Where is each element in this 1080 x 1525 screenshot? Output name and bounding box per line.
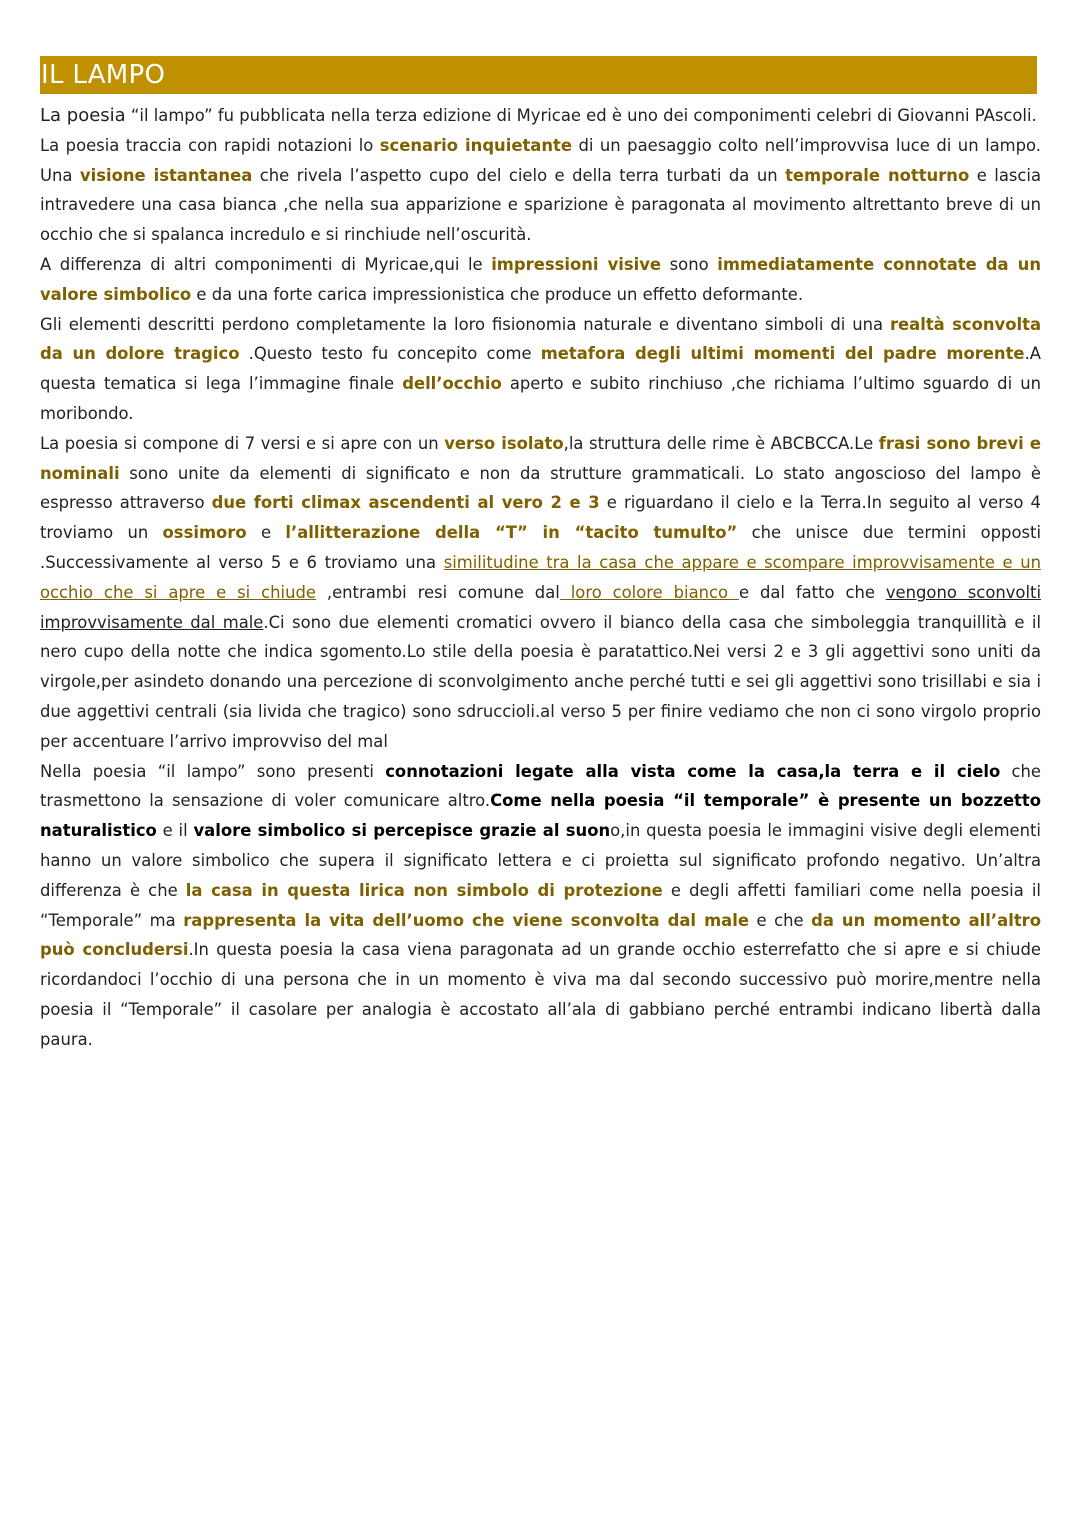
text-run: Nella poesia “il lampo” sono presenti bbox=[40, 761, 386, 781]
text-run: .A questa tematica si lega l’immagine finale bbox=[40, 344, 1041, 394]
text-run: o,in questa poesia le immagini visive degli elementi hanno un valore simbolico che supera il significato lettera e ci proietta sul significato profondo negativo. Un’altra differenza è che bbox=[40, 821, 1041, 900]
text-run-hl: l’allitterazione della “T” in “tacito tumulto” bbox=[285, 523, 738, 543]
text-run: .In questa poesia la casa viena paragonata ad un grande occhio esterrefatto che si apre e si chiude ricordandoci l’occhio di una persona che in un momento è viva ma dal secondo successivo può morire,mentre nella poesia il “Temporale” il casolare per analogia è accostato all’ala di gabbiano perché entrambi indicano libertà dalla paura. bbox=[40, 940, 1041, 1049]
text-run-bk: connotazioni legate alla vista come la casa,la terra e il cielo bbox=[385, 761, 1001, 781]
text-run: e che bbox=[748, 910, 812, 930]
text-run: e dal fatto che bbox=[738, 582, 886, 602]
paragraph bbox=[40, 310, 1041, 429]
text-run-hl: temporale notturno bbox=[785, 165, 970, 185]
text-run: Gli elementi descritti perdono completamente la loro fisionomia naturale e diventano simboli di una bbox=[40, 314, 890, 334]
text-run: ,la struttura delle rime è ABCBCCA.Le bbox=[563, 433, 879, 453]
text-run-hl: frasi sono brevi e nominali bbox=[40, 433, 1041, 483]
text-run: e da una forte carica impressionistica che produce un effetto deformante. bbox=[191, 284, 804, 304]
text-run-hl: ossimoro bbox=[162, 523, 247, 543]
paragraph bbox=[40, 250, 1041, 310]
text-run-hl: dell’occhio bbox=[402, 374, 502, 394]
text-run: e riguardano il cielo e la Terra.In seguito al verso 4 troviamo un bbox=[40, 493, 1041, 543]
text-run-hl: realtà sconvolta da un dolore tragico bbox=[40, 314, 1042, 364]
text-run-hl: rappresenta la vita dell’uomo che viene sconvolta dal male bbox=[183, 910, 749, 930]
paragraph bbox=[40, 131, 1041, 250]
text-run-ul: vengono sconvolti improvvisamente dal male bbox=[40, 582, 1041, 632]
text-run-ul-gold: loro colore bianco bbox=[559, 582, 739, 602]
text-run-hl: metafora degli ultimi momenti del padre morente bbox=[540, 344, 1025, 364]
text-run-lead: La poesia bbox=[40, 105, 126, 126]
paragraph bbox=[40, 757, 1041, 1055]
text-run-hl: scenario inquietante bbox=[379, 135, 572, 155]
text-run-hl: la casa in questa lirica non simbolo di protezione bbox=[185, 880, 663, 900]
document-body bbox=[40, 101, 1041, 1055]
text-run-bk: Come nella poesia “il temporale” è presente un bozzetto naturalistico bbox=[40, 791, 1041, 841]
text-run-hl: due forti climax ascendenti al vero 2 e 3 bbox=[211, 493, 600, 513]
text-run: “il lampo” fu pubblicata nella terza edizione di Myricae ed è uno dei componimenti celebri di Giovanni PAscoli. bbox=[125, 106, 1037, 125]
text-run: che rivela l’aspetto cupo del cielo e della terra turbati da un bbox=[252, 165, 786, 185]
text-run: che trasmettono la sensazione di voler comunicare altro. bbox=[40, 761, 1041, 811]
text-run: di un paesaggio colto nell’improvvisa luce di un lampo. Una bbox=[40, 135, 1041, 185]
text-run-hl: da un momento all’altro può concludersi bbox=[40, 910, 1041, 960]
text-run-hl: impressioni visive bbox=[491, 254, 662, 274]
text-run-hl: immediatamente connotate da un valore simbolico bbox=[40, 254, 1042, 304]
text-run-hl: visione istantanea bbox=[79, 165, 253, 185]
text-run: La poesia si compone di 7 versi e si apre con un bbox=[40, 433, 445, 453]
text-run-bk: valore simbolico si percepisce grazie al suon bbox=[193, 821, 611, 841]
title-banner bbox=[40, 56, 1037, 94]
text-run: che unisce due termini opposti .Successivamente al verso 5 e 6 troviamo una bbox=[40, 523, 1042, 572]
paragraph bbox=[40, 101, 1041, 131]
text-run: e il bbox=[156, 821, 194, 841]
text-run: e degli affetti familiari come nella poesia il “Temporale” ma bbox=[40, 880, 1041, 930]
text-run: La poesia traccia con rapidi notazioni lo bbox=[40, 135, 380, 155]
paragraph bbox=[40, 429, 1041, 757]
text-run: sono unite da elementi di significato e non da strutture grammaticali. Lo stato angoscioso del lampo è espresso attraverso bbox=[40, 463, 1041, 513]
text-run: aperto e subito rinchiuso ,che richiama l’ultimo sguardo di un moribondo. bbox=[40, 374, 1041, 423]
text-run: e bbox=[246, 523, 286, 543]
text-run: .Ci sono due elementi cromatici ovvero il bianco della casa che simboleggia tranquillità e il nero cupo della notte che indica sgomento.Lo stile della poesia è paratattico.Nei versi 2 e 3 gli aggettivi sono uniti da virgole,per asindeto donando una percezione di sconvolgimento anche perché tutti e sei gli aggettivi sono trisillabi e sia i due aggettivi centrali (sia livida che tragico) sono sdruccioli.al verso 5 per finire vediamo che non ci sono virgolo proprio per accentuare l’arrivo improvviso del mal bbox=[40, 612, 1041, 751]
text-run: sono bbox=[661, 254, 718, 274]
text-run: ,entrambi resi comune dal bbox=[315, 582, 560, 602]
text-run: A differenza di altri componimenti di Myricae,qui le bbox=[40, 254, 492, 274]
text-run: .Questo testo fu concepito come bbox=[239, 344, 541, 364]
text-run-ul-gold: similitudine tra la casa che appare e scompare improvvisamente e un occhio che si apre e si chiude bbox=[40, 552, 1041, 602]
document-title: IL LAMPO bbox=[41, 60, 166, 90]
text-run-hl: verso isolato bbox=[444, 433, 564, 453]
text-run: e lascia intravedere una casa bianca ,che nella sua apparizione e sparizione è paragonata al movimento altrettanto breve di un occhio che si spalanca incredulo e si rinchiude nell’oscurità. bbox=[40, 165, 1042, 245]
